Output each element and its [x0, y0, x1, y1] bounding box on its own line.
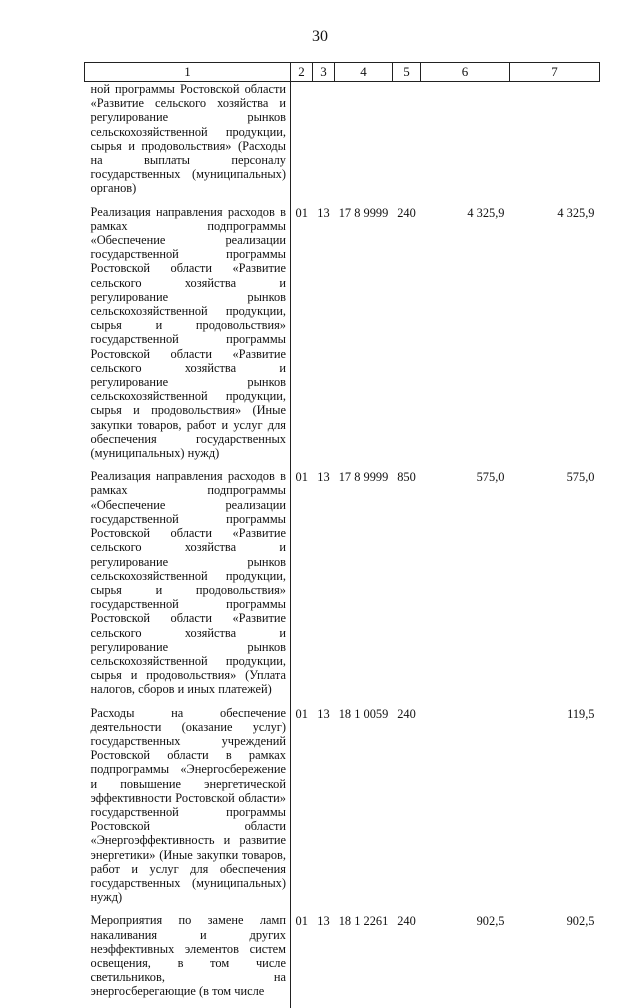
row-amount-1: 4 325,9: [467, 205, 505, 220]
row-description: Расходы на обеспечение деятельности (оказание услуг) государственных учреждений Ростовской области в рамках подпрограммы «Энергосбережение и повышение энергетической эффективности Ростовской области» государственной программы Ростовской области «Энергоэффективность и развитие энергетики» (Иные закупки товаров, работ и услуг для обеспечения государственных (муниципальных) нужд): [85, 706, 291, 914]
row-amount-1: 902,5: [476, 914, 505, 929]
row-expense-type: [393, 82, 421, 205]
row-target-code: [335, 82, 393, 205]
row-description: Реализация направления расходов в рамках подпрограммы «Обеспечение реализации государственной программы Ростовской области «Развитие сельского хозяйства и регулирование рынков сельскохозяйственной продукции, сырья и продовольствия» государственной программы Ростовской области «Развитие сельского хозяйства и регулирование рынков сельскохозяйственной продукции, сырья и продовольствия» (Уплата налогов, сборов и иных платежей): [85, 469, 291, 705]
page-number: 30: [312, 28, 328, 45]
row-section: 01: [295, 706, 308, 721]
table-row: [85, 82, 600, 205]
row-subsection: 13: [317, 205, 330, 220]
row-section: 01: [295, 205, 308, 220]
table-row: [85, 469, 600, 705]
column-header-1: 1: [85, 63, 291, 82]
row-target-code: 17 8 9999: [338, 205, 389, 220]
table-header-row: [85, 63, 600, 82]
table-row: [85, 913, 600, 1007]
budget-table: [84, 62, 600, 1008]
row-description: Реализация направления расходов в рамках подпрограммы «Обеспечение реализации государственной программы Ростовской области «Развитие сельского хозяйства и регулирование рынков сельскохозяйственной продукции, сырья и продовольствия» государственной программы Ростовской области «Развитие сельского хозяйства и регулирование рынков сельскохозяйственной продукции, сырья и продовольствия» (Иные закупки товаров, работ и услуг для обеспечения государственных (муниципальных) нужд): [85, 205, 291, 470]
table-row: [85, 706, 600, 914]
row-subsection: 13: [317, 706, 330, 721]
row-expense-type: 240: [397, 205, 416, 220]
row-amount-2: 902,5: [566, 914, 595, 929]
row-amount-2: [510, 82, 600, 205]
column-header-2: 2: [291, 63, 313, 82]
row-expense-type: 240: [397, 706, 416, 721]
row-target-code: 18 1 2261: [338, 914, 389, 929]
row-description: Мероприятия по замене ламп накаливания и других неэффективных элементов систем освещения, в том числе светильников, на энергосберегающие (в том числе: [85, 913, 291, 1007]
row-target-code: 18 1 0059: [338, 706, 389, 721]
row-amount-2: 575,0: [566, 470, 595, 485]
row-section: 01: [295, 914, 308, 929]
row-section: 01: [295, 470, 308, 485]
row-amount-2: 4 325,9: [557, 205, 595, 220]
row-amount-2: 119,5: [567, 706, 595, 721]
row-amount-1: [421, 82, 510, 205]
table-row: [85, 205, 600, 470]
row-amount-1: 575,0: [476, 470, 505, 485]
row-expense-type: 850: [397, 470, 416, 485]
row-subsection: 13: [317, 914, 330, 929]
row-section: [291, 82, 313, 205]
column-header-7: 7: [510, 63, 600, 82]
row-amount-1: [421, 706, 510, 914]
column-header-5: 5: [393, 63, 421, 82]
column-header-4: 4: [335, 63, 393, 82]
row-description: ной программы Ростовской области «Развитие сельского хозяйства и регулирование рынков сельскохозяйственной продукции, сырья и продовольствия» (Расходы на выплаты персоналу государственных (муниципальных) органов): [85, 82, 291, 205]
column-header-3: 3: [313, 63, 335, 82]
column-header-6: 6: [421, 63, 510, 82]
row-subsection: 13: [317, 470, 330, 485]
row-target-code: 17 8 9999: [338, 470, 389, 485]
row-expense-type: 240: [397, 914, 416, 929]
row-subsection: [313, 82, 335, 205]
